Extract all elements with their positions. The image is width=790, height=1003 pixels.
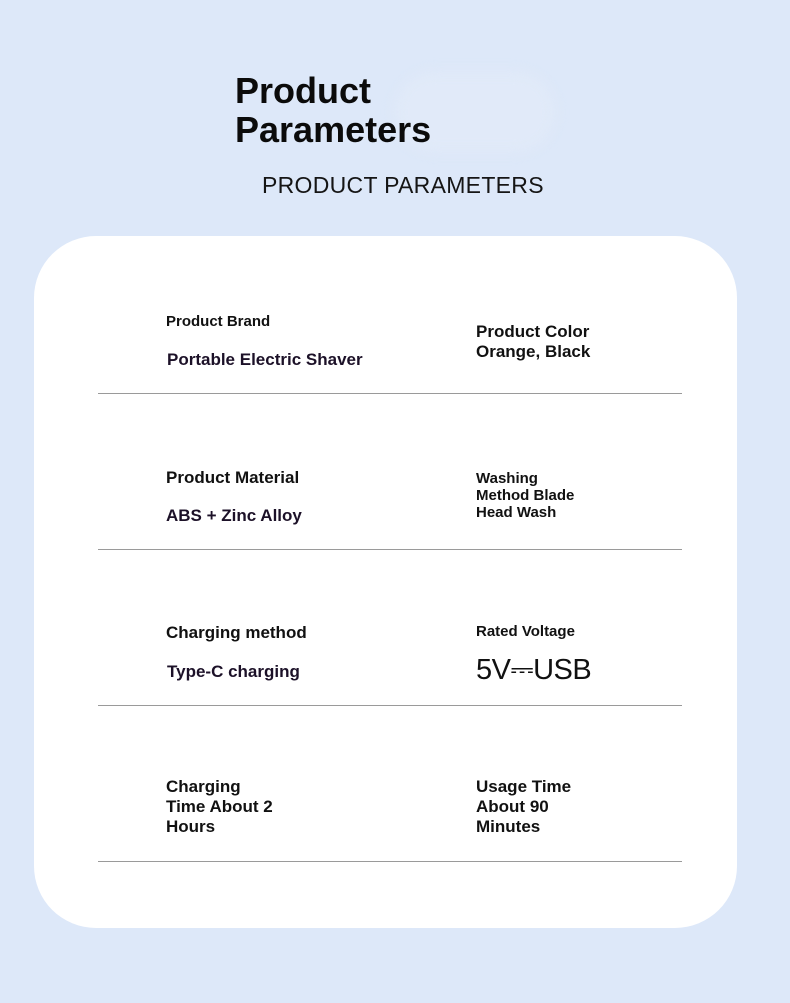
washing-method: Washing Method Blade Head Wash [476,470,575,521]
row-divider [98,861,682,862]
rated-voltage-value: 5V⎓USB [476,654,592,686]
charging-method-value: Type-C charging [167,662,300,681]
usage-time: Usage Time About 90 Minutes [476,777,572,836]
page-subtitle: PRODUCT PARAMETERS [262,172,544,198]
charging-method-label: Charging method [166,623,307,642]
color-value: Orange, Black [476,342,591,361]
row-divider [98,705,682,706]
row-divider [98,393,682,394]
color-field [476,322,590,362]
material-label: Product Material [166,468,300,487]
title-line-1: Product [235,70,372,111]
color-label: Product Color [476,322,590,341]
parameters-card [34,236,737,928]
title-line-2: Parameters [235,109,432,150]
brand-label: Product Brand [166,313,271,330]
row-divider [98,549,682,550]
material-value: ABS + Zinc Alloy [166,506,302,525]
charging-time: Charging Time About 2 Hours [166,777,273,836]
brand-value: Portable Electric Shaver [167,350,363,369]
rated-voltage-label: Rated Voltage [476,623,575,640]
page-title [235,71,431,149]
